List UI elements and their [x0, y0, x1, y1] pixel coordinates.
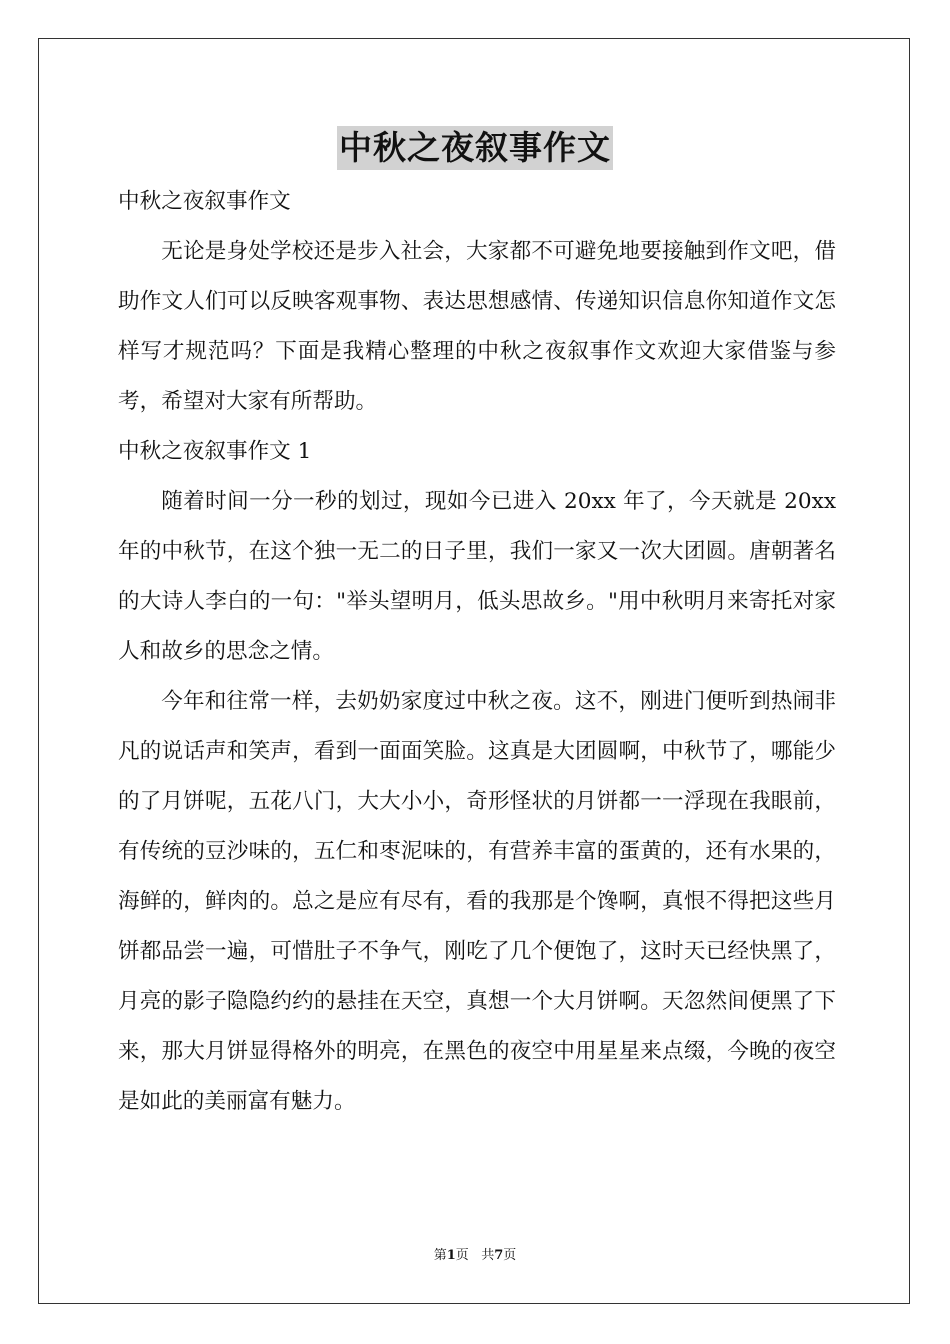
total-pages: 7 — [494, 1248, 504, 1263]
page-footer — [0, 1246, 950, 1266]
section-paragraph-1: 随着时间一分一秒的划过，现如今已进入 20xx 年了，今天就是 20xx 年的中秋节，在这个独一无二的日子里，我们一家又一次大团圆。唐朝著名的大诗人李白的一句："举头望明月，低头思故乡。"用中秋明月来寄托对家人和故乡的思念之情。 — [118, 489, 836, 664]
intro-paragraph: 无论是身处学校还是步入社会，大家都不可避免地要接触到作文吧，借助作文人们可以反映客观事物、表达思想感情、传递知识信息你知道作文怎样写才规范吗？下面是我精心整理的中秋之夜叙事作文欢迎大家借鉴与参考，希望对大家有所帮助。 — [118, 239, 836, 414]
total-prefix: 共 — [481, 1248, 495, 1263]
page-prefix: 第 — [433, 1248, 447, 1263]
document-title: 中秋之夜叙事作文 — [337, 126, 613, 170]
document-subtitle: 中秋之夜叙事作文 — [118, 189, 291, 214]
section-paragraph-2: 今年和往常一样，去奶奶家度过中秋之夜。这不，刚进门便听到热闹非凡的说话声和笑声，看到一面面笑脸。这真是大团圆啊，中秋节了，哪能少的了月饼呢，五花八门，大大小小，奇形怪状的月饼都一一浮现在我眼前，有传统的豆沙味的，五仁和枣泥味的，有营养丰富的蛋黄的，还有水果的，海鲜的，鲜肉的。总之是应有尽有，看的我那是个馋啊，真恨不得把这些月饼都品尝一遍，可惜肚子不争气，刚吃了几个便饱了，这时天已经快黑了，月亮的影子隐隐约约的悬挂在天空，真想一个大月饼啊。天忽然间便黑了下来，那大月饼显得格外的明亮，在黑色的夜空中用星星来点缀，今晚的夜空是如此的美丽富有魅力。 — [118, 689, 836, 1114]
total-suffix: 页 — [503, 1248, 517, 1263]
section-heading: 中秋之夜叙事作文 1 — [118, 439, 312, 464]
page-suffix: 页 — [455, 1248, 469, 1263]
document-body — [118, 177, 836, 1127]
title-wrap — [0, 126, 950, 170]
page-number: 1 — [446, 1248, 456, 1263]
